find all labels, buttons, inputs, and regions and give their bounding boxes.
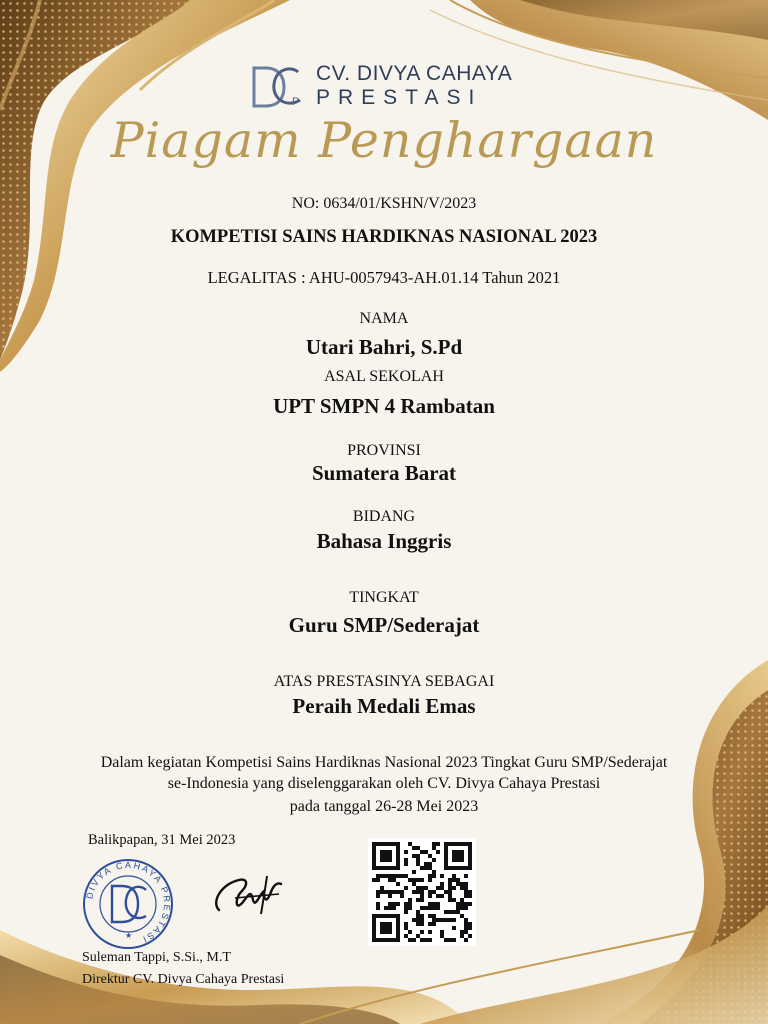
seal-text: DIVYA CAHAYA PRESTASI (84, 859, 173, 946)
place-date: Balikpapan, 31 Mei 2023 (88, 832, 236, 848)
certificate-title: Piagam Penghargaan (110, 112, 658, 169)
school-label: ASAL SEKOLAH (324, 368, 444, 385)
svg-text:P: P (292, 96, 300, 108)
seal-stamp-icon (80, 856, 176, 952)
qr-code-icon (368, 838, 476, 946)
name-label: NAMA (359, 310, 409, 327)
level-label: TINGKAT (349, 589, 419, 606)
description-line1: Dalam kegiatan Kompetisi Sains Hardiknas Nasional 2023 Tingkat Guru SMP/Sederajat (100, 754, 668, 771)
description-line2: se-Indonesia yang diselenggarakan oleh CV. Divya Cahaya Prestasi (167, 775, 601, 792)
event-name: KOMPETISI SAINS HARDIKNAS NASIONAL 2023 (170, 227, 598, 247)
achievement-value: Peraih Medali Emas (292, 694, 476, 718)
level-value: Guru SMP/Sederajat (288, 613, 480, 637)
handwritten-signature (205, 862, 285, 922)
logo-text-line1: CV. DIVYA CAHAYA (316, 62, 513, 85)
field-value: Bahasa Inggris (316, 529, 452, 553)
signer-title: Direktur CV. Divya Cahaya Prestasi (82, 972, 285, 987)
province-value: Sumatera Barat (311, 461, 457, 485)
logo-monogram-icon (248, 62, 308, 112)
achievement-label: ATAS PRESTASINYA SEBAGAI (273, 673, 495, 690)
legality: LEGALITAS : AHU-0057943-AH.01.14 Tahun 2021 (207, 268, 561, 287)
company-logo (248, 62, 518, 114)
certificate-number: NO: 0634/01/KSHN/V/2023 (291, 195, 477, 212)
signer-block (82, 947, 284, 991)
description-line3: pada tanggal 26-28 Mei 2023 (289, 798, 479, 815)
field-label: BIDANG (352, 508, 416, 525)
logo-text-line2: PRESTASI (316, 86, 483, 109)
school-value: UPT SMPN 4 Rambatan (273, 394, 495, 418)
province-label: PROVINSI (347, 442, 421, 459)
name-value: Utari Bahri, S.Pd (305, 335, 463, 359)
signer-name: Suleman Tappi, S.Si., M.T (82, 950, 231, 965)
svg-text:★: ★ (125, 931, 133, 940)
